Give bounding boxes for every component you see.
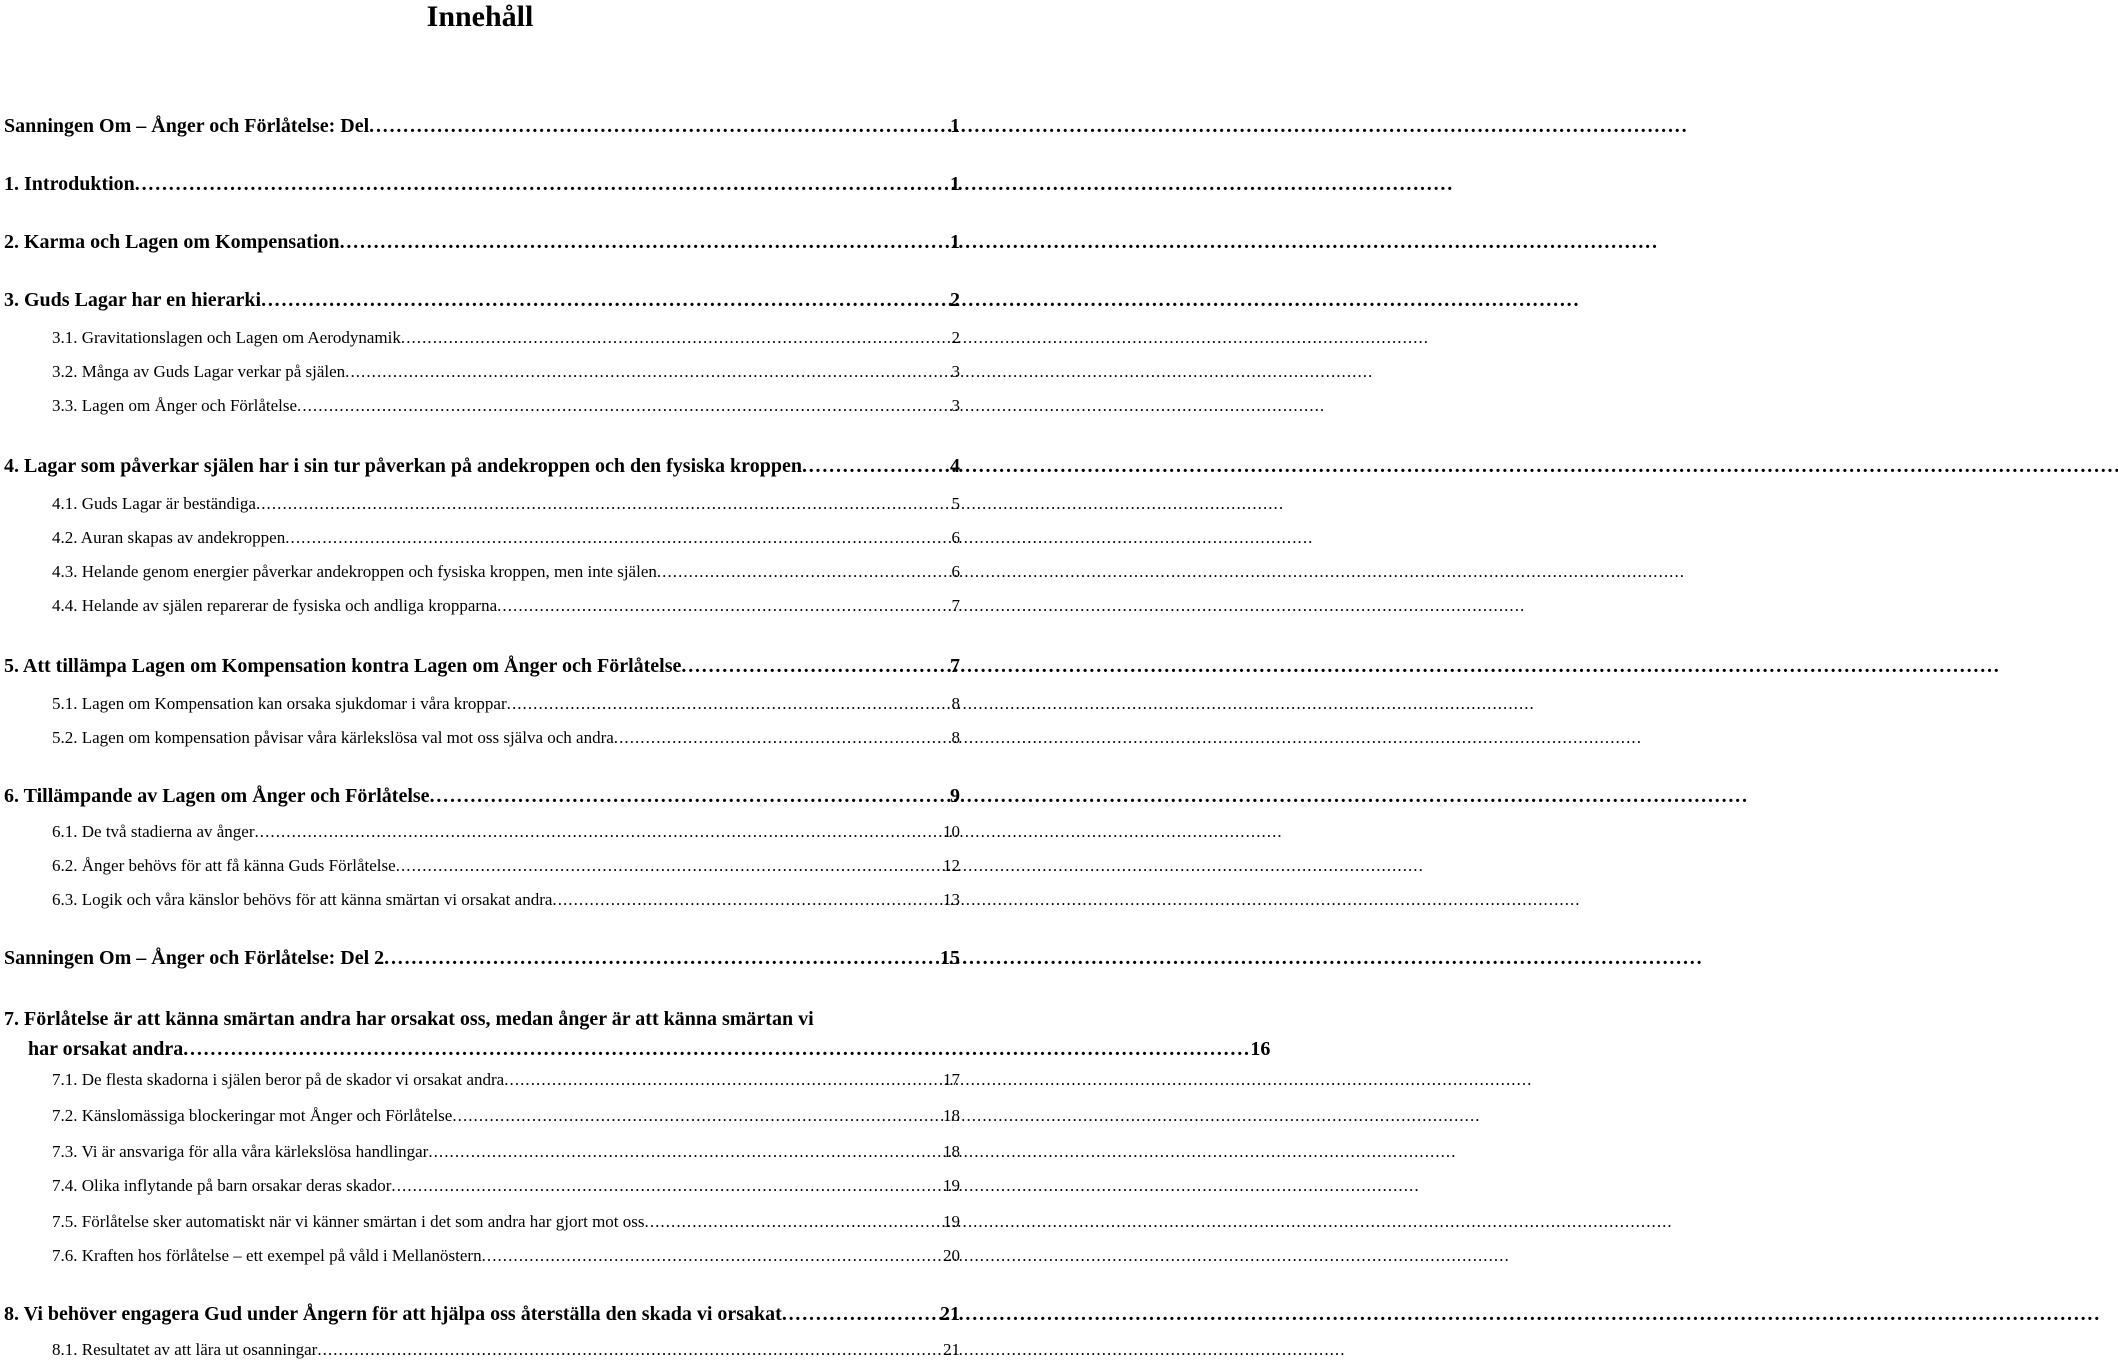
toc-entry-text: 5.1. Lagen om Kompensation kan orsaka sjukdomar i våra kroppar — [52, 694, 507, 713]
dot-leader — [782, 1302, 937, 1326]
toc-page-number: 12 — [943, 856, 960, 875]
toc-entry-text: Sanningen Om – Ånger och Förlåtelse: Del — [4, 115, 370, 137]
toc-entry-3[interactable] — [4, 288, 960, 312]
toc-entry-6-3[interactable] — [52, 888, 960, 912]
toc-page-number: 1 — [950, 173, 960, 195]
toc-entry-text: 3.3. Lagen om Ånger och Förlåtelse — [52, 396, 298, 415]
toc-entry-4[interactable] — [4, 454, 960, 478]
toc-entry-6-2[interactable] — [52, 854, 960, 878]
toc-entry-text: 6. Tillämpande av Lagen om Ånger och Förlåtelse — [4, 785, 430, 807]
dot-leader — [802, 454, 947, 478]
toc-entry-7[interactable] — [4, 1004, 1271, 1064]
dot-leader — [504, 1068, 940, 1092]
toc-page-number: 6 — [951, 528, 960, 547]
toc-page-number: 18 — [943, 1142, 960, 1161]
toc-entry-7-4[interactable] — [52, 1174, 960, 1198]
toc-page-number: 3 — [951, 396, 960, 415]
toc-page-number: 1 — [950, 115, 960, 137]
dot-leader — [430, 784, 947, 808]
toc-entry-text: 7.2. Känslomässiga blockeringar mot Ånger och Förlåtelse — [52, 1106, 453, 1125]
toc-entry-text: 1. Introduktion — [4, 173, 135, 195]
toc-entry-text: 4. Lagar som påverkar själen har i sin tur påverkan på andekroppen och den fysiska kroppen — [4, 455, 802, 477]
toc-entry-8[interactable] — [4, 1302, 960, 1326]
toc-entry-text: 7. Förlåtelse är att känna smärtan andra har orsakat oss, medan ånger är att känna smärtan vi — [4, 1008, 814, 1030]
toc-entry-text: 6.2. Ånger behövs för att få känna Guds Förlåtelse — [52, 856, 396, 875]
toc-page-number: 21 — [943, 1340, 960, 1359]
dot-leader — [497, 594, 948, 618]
toc-entry-text: 8.1. Resultatet av att lära ut osanningar — [52, 1340, 318, 1359]
toc-entry-6-1[interactable] — [52, 820, 960, 844]
toc-page-number: 13 — [943, 890, 960, 909]
toc-entry-text: 8. Vi behöver engagera Gud under Ångern för att hjälpa oss återställa den skada vi orsakat — [4, 1303, 782, 1325]
dot-leader — [657, 560, 949, 584]
dot-leader — [255, 820, 941, 844]
toc-entry-6[interactable] — [4, 784, 960, 808]
toc-entry-5-2[interactable] — [52, 726, 960, 750]
dot-leader — [256, 492, 949, 516]
toc-entry-part-1[interactable] — [4, 114, 960, 138]
toc-page-number: 8 — [951, 694, 960, 713]
dot-leader — [401, 326, 949, 350]
toc-page-number: 19 — [943, 1176, 960, 1195]
toc-page-number: 9 — [950, 785, 960, 807]
toc-entry-7-5[interactable] — [52, 1210, 960, 1234]
toc-page-number: 5 — [951, 494, 960, 513]
toc-entry-text: 5.2. Lagen om kompensation påvisar våra kärlekslösa val mot oss själva och andra — [52, 728, 614, 747]
toc-entry-4-1[interactable] — [52, 492, 960, 516]
toc-entry-text: 3.1. Gravitationslagen och Lagen om Aerodynamik — [52, 328, 401, 347]
toc-entry-8-1[interactable] — [52, 1338, 960, 1362]
dot-leader — [384, 946, 937, 970]
dot-leader — [369, 114, 947, 138]
toc-entry-text: 7.4. Olika inflytande på barn orsakar deras skador — [52, 1176, 392, 1195]
toc-entry-7-6[interactable] — [52, 1244, 960, 1268]
toc-page-number: 18 — [943, 1106, 960, 1125]
page-title: Innehåll — [426, 0, 534, 33]
toc-page-number: 15 — [940, 947, 960, 969]
toc-entry-text-continued: har orsakat andra — [28, 1038, 184, 1060]
dot-leader — [396, 854, 940, 878]
dot-leader — [614, 726, 949, 750]
toc-page-number: 7 — [951, 596, 960, 615]
toc-entry-4-4[interactable] — [52, 594, 960, 618]
toc-entry-7-1[interactable] — [52, 1068, 960, 1092]
toc-entry-text: 7.1. De flesta skadorna i själen beror på de skador vi orsakat andra — [52, 1070, 505, 1089]
dot-leader — [183, 1034, 1247, 1064]
toc-page-number: 8 — [951, 728, 960, 747]
toc-page-number: 19 — [943, 1212, 960, 1231]
toc-entry-7-3[interactable] — [52, 1140, 960, 1164]
toc-entry-7-2[interactable] — [52, 1104, 960, 1128]
toc-page-number: 21 — [940, 1303, 960, 1325]
dot-leader — [452, 1104, 940, 1128]
toc-page-number: 2 — [951, 328, 960, 347]
toc-entry-1[interactable] — [4, 172, 960, 196]
dot-leader — [507, 692, 949, 716]
toc-page-number: 10 — [943, 822, 960, 841]
dot-leader — [261, 288, 947, 312]
toc-entry-text: 2. Karma och Lagen om Kompensation — [4, 231, 340, 253]
toc-entry-text: 6.1. De två stadierna av ånger — [52, 822, 255, 841]
toc-entry-text: 4.2. Auran skapas av andekroppen — [52, 528, 286, 547]
toc-page-number: 17 — [943, 1070, 960, 1089]
toc-page-number: 4 — [950, 455, 960, 477]
toc-entry-text: 7.5. Förlåtelse sker automatiskt när vi känner smärtan i det som andra har gjort mot oss — [52, 1212, 645, 1231]
toc-entry-text: 4.1. Guds Lagar är beständiga — [52, 494, 256, 513]
toc-entry-text: 3.2. Många av Guds Lagar verkar på själen — [52, 362, 346, 381]
toc-entry-3-1[interactable] — [52, 326, 960, 350]
dot-leader — [645, 1210, 940, 1234]
dot-leader — [345, 360, 948, 384]
toc-entry-text: 5. Att tillämpa Lagen om Kompensation kontra Lagen om Ånger och Förlåtelse — [4, 655, 682, 677]
toc-page-number: 20 — [943, 1246, 960, 1265]
toc-entry-text: 3. Guds Lagar har en hierarki — [4, 289, 262, 311]
dot-leader — [482, 1244, 940, 1268]
dot-leader — [340, 230, 947, 254]
toc-entry-part-2[interactable] — [4, 946, 960, 970]
dot-leader — [317, 1338, 940, 1362]
toc-entry-4-2[interactable] — [52, 526, 960, 550]
toc-page-number: 1 — [950, 231, 960, 253]
toc-entry-text: 4.3. Helande genom energier påverkar andekroppen och fysiska kroppen, men inte själen — [52, 562, 657, 581]
toc-entry-text: Sanningen Om – Ånger och Förlåtelse: Del 2 — [4, 947, 385, 969]
dot-leader — [391, 1174, 940, 1198]
toc-entry-5-1[interactable] — [52, 692, 960, 716]
dot-leader — [135, 172, 947, 196]
toc-entry-text: 4.4. Helande av själen reparerar de fysiska och andliga kropparna — [52, 596, 498, 615]
toc-entry-5[interactable] — [4, 654, 960, 678]
toc-entry-text: 7.3. Vi är ansvariga för alla våra kärlekslösa handlingar — [52, 1142, 429, 1161]
dot-leader — [681, 654, 947, 678]
dot-leader — [297, 394, 948, 418]
toc-entry-text: 6.3. Logik och våra känslor behövs för att känna smärtan vi orsakat andra — [52, 890, 553, 909]
toc-entry-4-3[interactable] — [52, 560, 960, 584]
toc-entry-2[interactable] — [4, 230, 960, 254]
toc-page-number: 7 — [950, 655, 960, 677]
dot-leader — [428, 1140, 940, 1164]
dot-leader — [552, 888, 940, 912]
toc-entry-3-2[interactable] — [52, 360, 960, 384]
toc-page-number: 2 — [950, 289, 960, 311]
toc-page-number: 16 — [1250, 1038, 1271, 1060]
toc-page-number: 6 — [951, 562, 960, 581]
toc-entry-text: 7.6. Kraften hos förlåtelse – ett exempel på våld i Mellanöstern — [52, 1246, 482, 1265]
toc-page-number: 3 — [951, 362, 960, 381]
toc-entry-3-3[interactable] — [52, 394, 960, 418]
dot-leader — [285, 526, 948, 550]
